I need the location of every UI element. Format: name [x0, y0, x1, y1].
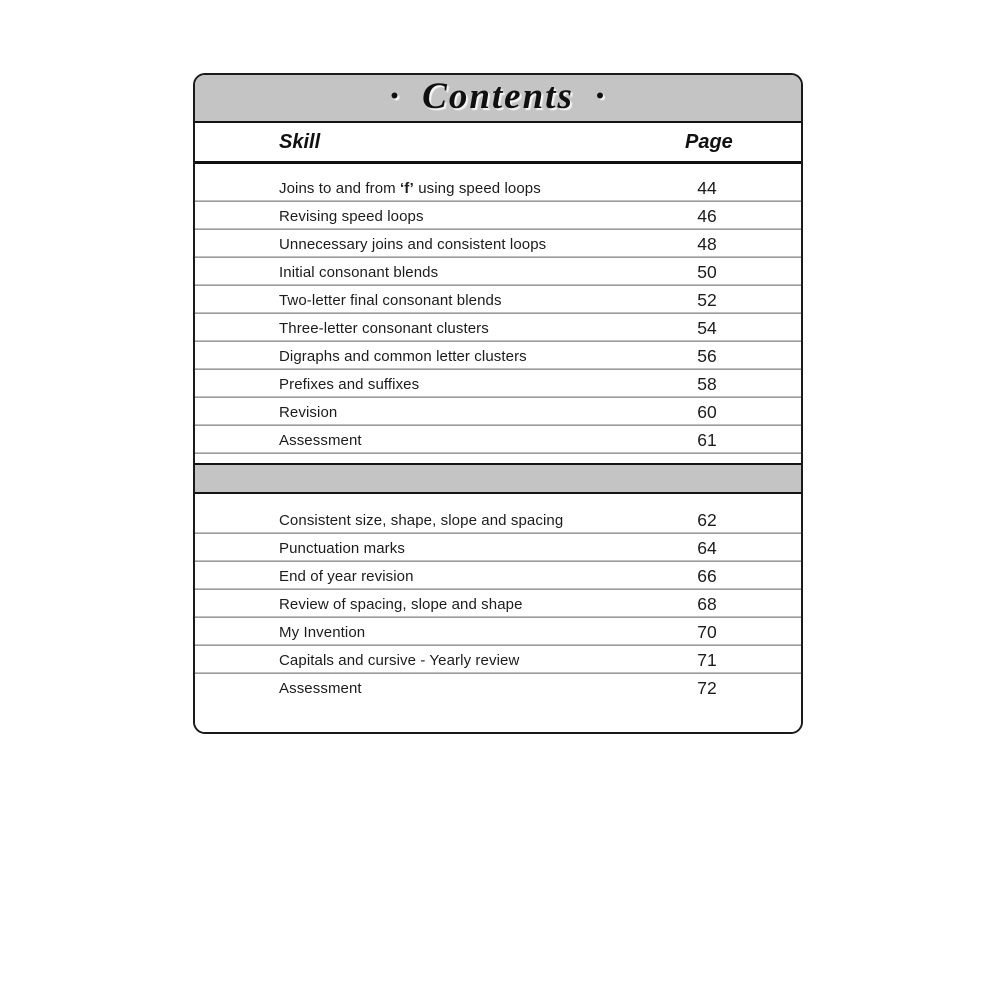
row-label: Revising speed loops: [279, 207, 424, 225]
toc-row: [195, 562, 801, 590]
row-label: Revision: [279, 403, 338, 421]
row-page-number: 58: [697, 373, 717, 394]
toc-row: [195, 202, 801, 230]
toc-row: [195, 342, 801, 370]
column-header-row: [195, 123, 801, 164]
spacer: [195, 454, 801, 463]
section-divider-band: [195, 463, 801, 494]
page-title: · Contents ·: [389, 75, 607, 117]
row-page-number: 72: [697, 677, 717, 698]
row-page-number: 54: [697, 317, 717, 338]
toc-row: [195, 370, 801, 398]
row-page-number: 64: [697, 537, 717, 558]
toc-row: [195, 230, 801, 258]
toc-row: [195, 674, 801, 702]
toc-row: [195, 618, 801, 646]
bottom-whitespace: [195, 702, 801, 732]
toc-row: [195, 646, 801, 674]
toc-row: [195, 314, 801, 342]
row-label: My Invention: [279, 623, 366, 641]
page-column-header: Page: [685, 130, 733, 153]
toc-row: [195, 286, 801, 314]
row-label: Assessment: [279, 431, 362, 449]
row-page-number: 62: [697, 509, 717, 530]
row-label: Digraphs and common letter clusters: [279, 347, 527, 365]
row-label: Three-letter consonant clusters: [279, 319, 489, 337]
row-label-part: using speed loops: [413, 179, 541, 197]
row-label: Initial consonant blends: [279, 263, 439, 281]
row-page-number: 56: [697, 345, 717, 366]
toc-row: [195, 426, 801, 454]
row-label: Capitals and cursive - Yearly review: [279, 651, 520, 669]
row-page-number: 46: [697, 205, 717, 226]
row-page-number: 48: [697, 233, 717, 254]
row-label: [195, 180, 685, 197]
toc-row: [195, 174, 801, 202]
toc-row: [195, 534, 801, 562]
row-label: End of year revision: [279, 567, 414, 585]
row-page-number: 44: [697, 177, 717, 198]
row-label: Consistent size, shape, slope and spacing: [279, 511, 564, 529]
row-label: Two-letter final consonant blends: [279, 291, 502, 309]
row-label: Assessment: [279, 679, 362, 697]
row-label: Review of spacing, slope and shape: [279, 595, 523, 613]
toc-row: [195, 258, 801, 286]
spacer: [195, 494, 801, 506]
spacer: [195, 164, 801, 174]
row-page-number: 50: [697, 261, 717, 282]
toc-row: [195, 398, 801, 426]
row-label: Punctuation marks: [279, 539, 405, 557]
row-page-number: 70: [697, 621, 717, 642]
row-label: Prefixes and suffixes: [279, 375, 420, 393]
row-label: Unnecessary joins and consistent loops: [279, 235, 547, 253]
row-label-bold-part: ‘f’: [400, 179, 414, 197]
row-page-number: 71: [697, 649, 717, 670]
row-page-number: 61: [697, 429, 717, 450]
row-page-number: 60: [697, 401, 717, 422]
contents-title-band: [195, 75, 801, 123]
row-page-number: 66: [697, 565, 717, 586]
row-label-part: Joins to and from: [279, 179, 401, 197]
toc-row: [195, 590, 801, 618]
toc-row: [195, 506, 801, 534]
row-page-number: 68: [697, 593, 717, 614]
row-page-number: 52: [697, 289, 717, 310]
skill-column-header: Skill: [279, 130, 321, 153]
contents-box: [193, 73, 803, 734]
